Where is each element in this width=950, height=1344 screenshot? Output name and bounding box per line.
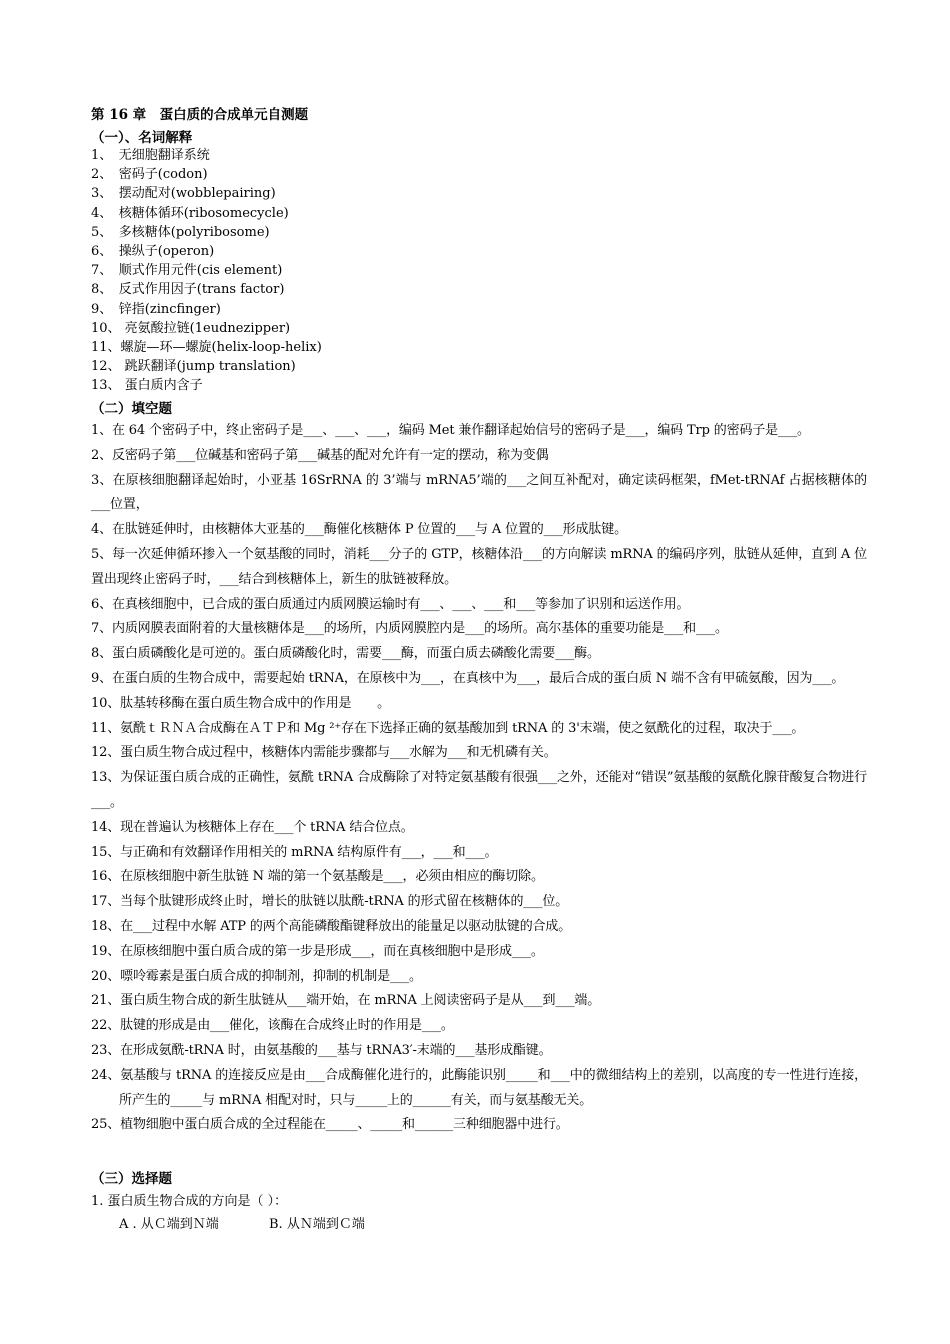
fill-blank-item: 19、在原核细胞中蛋白质合成的第一步是形成___，而在真核细胞中是形成___。 xyxy=(91,943,544,959)
term-item: 2、 密码子(codon) xyxy=(91,167,208,183)
term-item: 6、 操纵子(operon) xyxy=(91,243,215,259)
term-item: 13、 蛋白质内含子 xyxy=(91,378,203,394)
fill-blank-item: 8、蛋白质磷酸化是可逆的。蛋白质磷酸化时，需要___酶，而蛋白质去磷酸化需要___酶。 xyxy=(91,646,600,662)
fill-blank-item: 22、肽键的形成是由___催化，该酶在合成终止时的作用是___。 xyxy=(91,1018,454,1034)
fill-blank-item: 21、蛋白质生物合成的新生肽链从___端开始，在 mRNA 上阅读密码子是从___到___端。 xyxy=(91,993,601,1009)
choice-option-a: A . 从Ｃ端到Ｎ端 xyxy=(119,1217,219,1232)
fill-blank-item: 23、在形成氨酰-tRNA 时，由氨基酸的___基与 tRNA3′-末端的___基形成酯键。 xyxy=(91,1042,552,1058)
term-item: 10、 亮氨酸拉链(1eudnezipper) xyxy=(91,320,291,336)
fill-blank-item: 12、蛋白质生物合成过程中，核糖体内需能步骤都与___水解为___和无机磷有关。 xyxy=(91,745,557,761)
choice-option-b: B. 从Ｎ端到Ｃ端 xyxy=(269,1217,365,1232)
fill-blank-item: 2、反密码子第___位碱基和密码子第___碱基的配对允许有一定的摆动，称为变偶 xyxy=(91,447,549,463)
fill-blank-item: 9、在蛋白质的生物合成中，需要起始 tRNA，在原核中为___，在真核中为___，最后合成的蛋白质 N 端不含有甲硫氨酸，因为___。 xyxy=(91,670,845,686)
term-item: 3、 摆动配对(wobblepairing) xyxy=(91,186,276,202)
fill-blank-item: 25、植物细胞中蛋白质合成的全过程能在_____、_____和______三种细胞器中进行。 xyxy=(91,1117,569,1133)
fill-blank-item: 6、在真核细胞中，已合成的蛋白质通过内质网膜运输时有___、___、___和___等参加了识别和运送作用。 xyxy=(91,596,690,612)
fill-blank-item: 16、在原核细胞中新生肽链 N 端的第一个氨基酸是___，必须由相应的酶切除。 xyxy=(91,869,544,885)
term-item: 8、 反式作用因子(trans factor) xyxy=(91,282,285,298)
fill-blank-item: 4、在肽链延伸时，由核糖体大亚基的___酶催化核糖体 P 位置的___与 A 位置的___形成肽键。 xyxy=(91,522,627,538)
fill-blank-item: 17、当每个肽键形成终止时，增长的肽链以肽酰-tRNA 的形式留在核糖体的___位。 xyxy=(91,894,569,910)
term-item: 9、 锌指(zincfinger) xyxy=(91,301,221,317)
fill-blank-item: 5、每一次延伸循环掺入一个氨基酸的同时，消耗___分子的 GTP，核糖体沿___的方向解读 mRNA 的编码序列，肽链从延伸，直到 A 位置出现终止密码子时，___结合到核糖体上，新生的肽链被释放。 xyxy=(91,546,867,587)
fill-blank-item: 15、与正确和有效翻译作用相关的 mRNA 结构原件有___，___和___。 xyxy=(91,844,498,860)
term-item: 1、 无细胞翻译系统 xyxy=(91,148,210,163)
fill-blank-item: 14、现在普遍认为核糖体上存在___个 tRNA 结合位点。 xyxy=(91,819,414,835)
term-item: 12、 跳跃翻译(jump translation) xyxy=(91,359,296,375)
fill-blank-item: 1、在 64 个密码子中，终止密码子是___、___、___，编码 Met 兼作翻译起始信号的密码子是___，编码 Trp 的密码子是___。 xyxy=(91,423,810,438)
section-heading-fill-blanks: （二）填空题 xyxy=(91,401,172,417)
term-item: 4、 核糖体循环(ribosomecycle) xyxy=(91,205,289,221)
term-item: 11、螺旋—环—螺旋(helix-loop-helix) xyxy=(91,339,322,355)
section-heading-multiple-choice: （三）选择题 xyxy=(91,1171,172,1187)
fill-blank-item: 10、肽基转移酶在蛋白质生物合成中的作用是 。 xyxy=(91,695,390,711)
fill-blank-item: 11、氨酰ｔＲＮＡ合成酶在ＡＴＰ和 Mg ²⁺存在下选择正确的氨基酸加到 tRNA 的 3'末端，使之氨酰化的过程，取决于___。 xyxy=(91,720,805,736)
fill-blank-item: 18、在___过程中水解 ATP 的两个高能磷酸酯键释放出的能量足以驱动肽键的合成。 xyxy=(91,918,572,934)
section-heading-terms: （一）、名词解释 xyxy=(91,130,193,146)
term-item: 5、 多核糖体(polyribosome) xyxy=(91,224,270,240)
fill-blank-item: 3、在原核细胞翻译起始时，小亚基 16SrRNA 的 3’端与 mRNA5’端的___之间互补配对，确定读码框架，fMet-tRNAf 占据核糖体的___位置， xyxy=(91,472,867,513)
fill-blank-list xyxy=(91,419,867,1138)
fill-blank-item: 13、为保证蛋白质合成的正确性，氨酰 tRNA 合成酶除了对特定氨基酸有很强___之外，还能对“错误”氨基酸的氨酰化腺苷酸复合物进行___。 xyxy=(91,770,867,810)
term-item: 7、 顺式作用元件(cis element) xyxy=(91,263,283,279)
fill-blank-item: 20、嘌呤霉素是蛋白质合成的抑制剂，抑制的机制是___。 xyxy=(91,968,422,984)
terms-list xyxy=(91,146,791,395)
choice-question-stem: 1. 蛋白质生物合成的方向是（ ）： xyxy=(91,1194,288,1209)
fill-blank-item: 24、氨基酸与 tRNA 的连接反应是由___合成酶催化进行的，此酶能识别_____和___中的微细结构上的差别，以高度的专一性进行连接，所产生的_____与 mRNA 相配对时，只与_____上的______有关，而与氨基酸无关。 xyxy=(91,1067,867,1108)
fill-blank-item: 7、内质网膜表面附着的大量核糖体是___的场所，内质网膜腔内是___的场所。高尔基体的重要功能是___和___。 xyxy=(91,621,728,637)
chapter-title: 第 16 章 蛋白质的合成单元自测题 xyxy=(91,107,309,123)
